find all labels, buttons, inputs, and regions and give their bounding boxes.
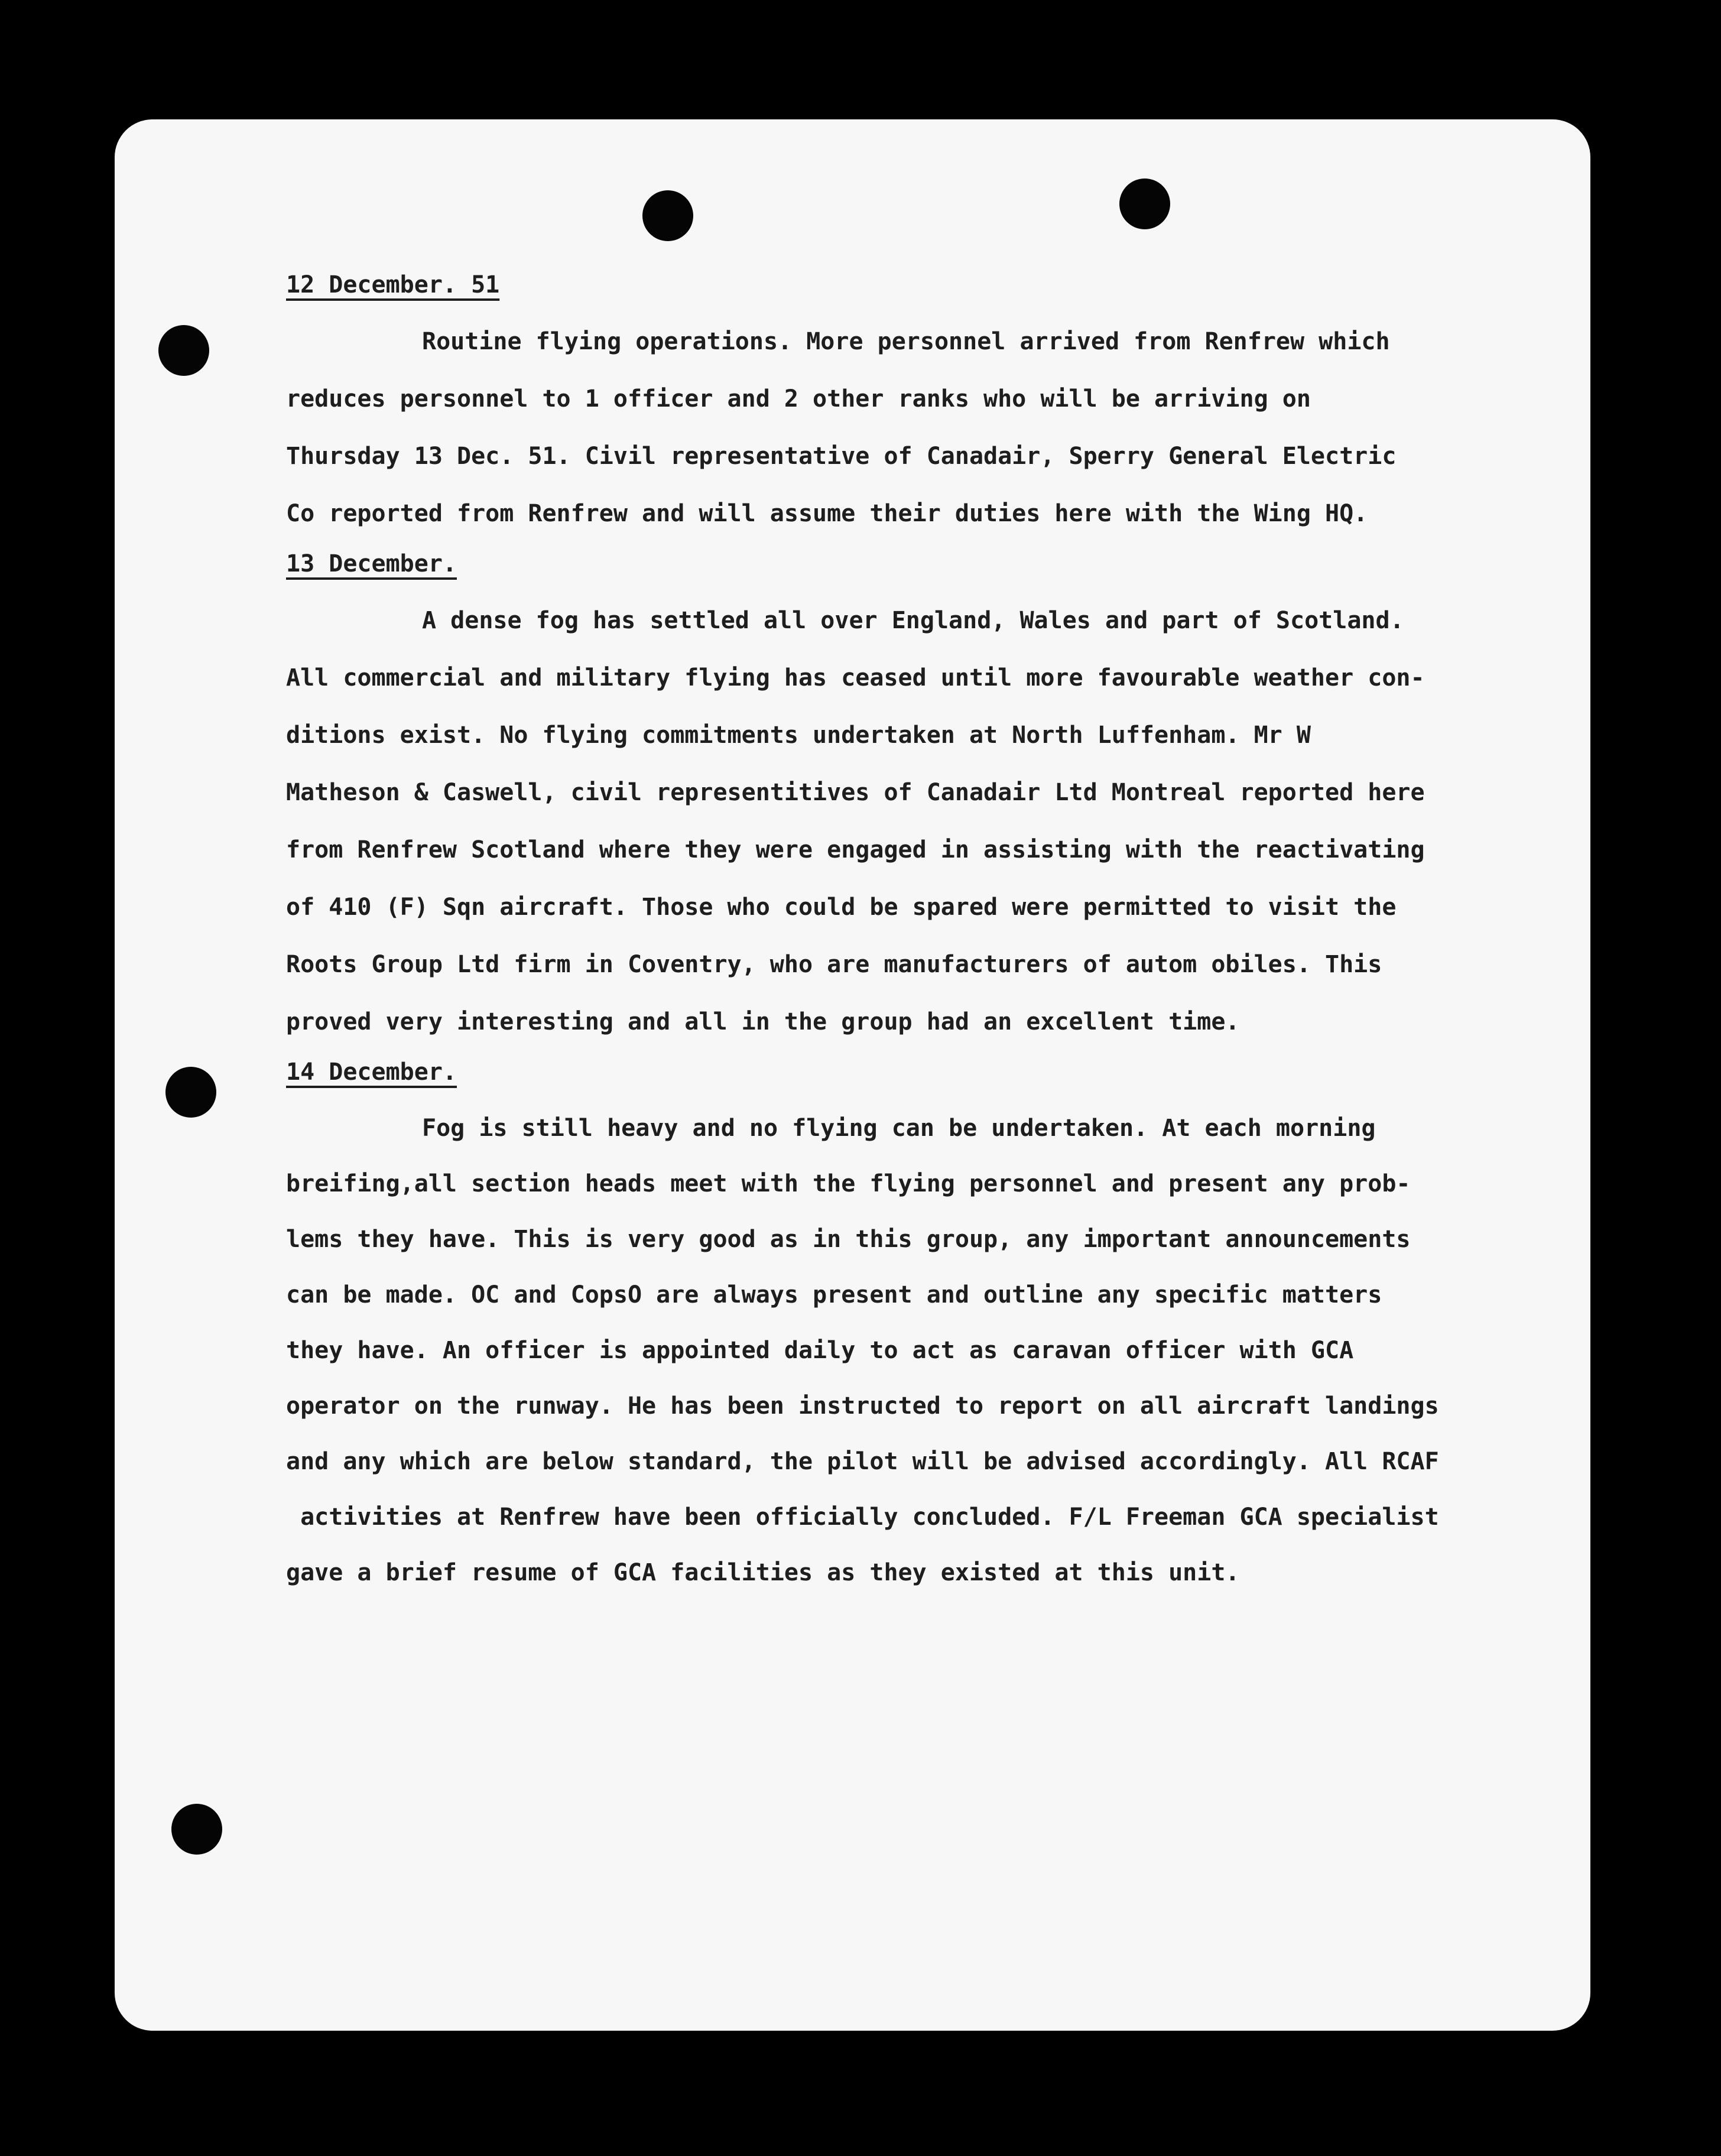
entry-text-line: Roots Group Ltd firm in Coventry, who are manufacturers of autom obiles. This — [286, 951, 1382, 978]
document-body — [286, 267, 1468, 1600]
entry-text-line: A dense fog has settled all over England, Wales and part of Scotland. — [422, 607, 1404, 634]
entry-text-line: reduces personnel to 1 officer and 2 other ranks who will be arriving on — [286, 385, 1311, 413]
entry-text-line: breifing,all section heads meet with the flying personnel and present any prob- — [286, 1170, 1411, 1197]
entry-text-line: they have. An officer is appointed daily to act as caravan officer with GCA — [286, 1337, 1354, 1364]
diary-entry — [286, 546, 1468, 1051]
entry-text-line: gave a brief resume of GCA facilities as they existed at this unit. — [286, 1559, 1240, 1586]
punch-hole-top-right — [1119, 178, 1170, 229]
entry-text-line: can be made. OC and CopsO are always present and outline any specific matters — [286, 1281, 1382, 1308]
entry-text-line: Matheson & Caswell, civil representitives of Canadair Ltd Montreal reported here — [286, 779, 1425, 806]
entry-text-line: operator on the runway. He has been instructed to report on all aircraft landings — [286, 1392, 1439, 1420]
entry-text-line: activities at Renfrew have been officially concluded. F/L Freeman GCA specialist — [286, 1504, 1439, 1531]
punch-hole-top-left — [642, 190, 693, 241]
entry-text-line: Routine flying operations. More personnel arrived from Renfrew which — [422, 328, 1390, 355]
entry-text-line: lems they have. This is very good as in this group, any important announcements — [286, 1226, 1411, 1253]
entry-text-line: Thursday 13 Dec. 51. Civil representative of Canadair, Sperry General Electric — [286, 443, 1397, 470]
entry-date-heading: 13 December. — [286, 550, 457, 577]
entry-text-line: from Renfrew Scotland where they were engaged in assisting with the reactivating — [286, 836, 1425, 863]
punch-hole-left-upper — [158, 325, 209, 376]
entry-text-line: proved very interesting and all in the group had an excellent time. — [286, 1008, 1240, 1035]
diary-entry — [286, 1054, 1468, 1600]
document-page — [115, 119, 1590, 2031]
entry-text-line: Fog is still heavy and no flying can be undertaken. At each morning — [422, 1115, 1376, 1142]
entry-text-line: and any which are below standard, the pilot will be advised accordingly. All RCAF — [286, 1448, 1439, 1475]
entry-text-line: ditions exist. No flying commitments undertaken at North Luffenham. Mr W — [286, 722, 1311, 749]
diary-entry — [286, 267, 1468, 543]
entry-date-heading: 12 December. 51 — [286, 271, 500, 298]
entry-date-heading: 14 December. — [286, 1058, 457, 1086]
entry-text-line: of 410 (F) Sqn aircraft. Those who could be spared were permitted to visit the — [286, 894, 1397, 921]
punch-hole-left-middle — [165, 1067, 216, 1118]
entry-text-line: All commercial and military flying has ceased until more favourable weather con- — [286, 664, 1425, 691]
entry-text-line: Co reported from Renfrew and will assume their duties here with the Wing HQ. — [286, 500, 1368, 527]
punch-hole-left-lower — [171, 1804, 222, 1855]
